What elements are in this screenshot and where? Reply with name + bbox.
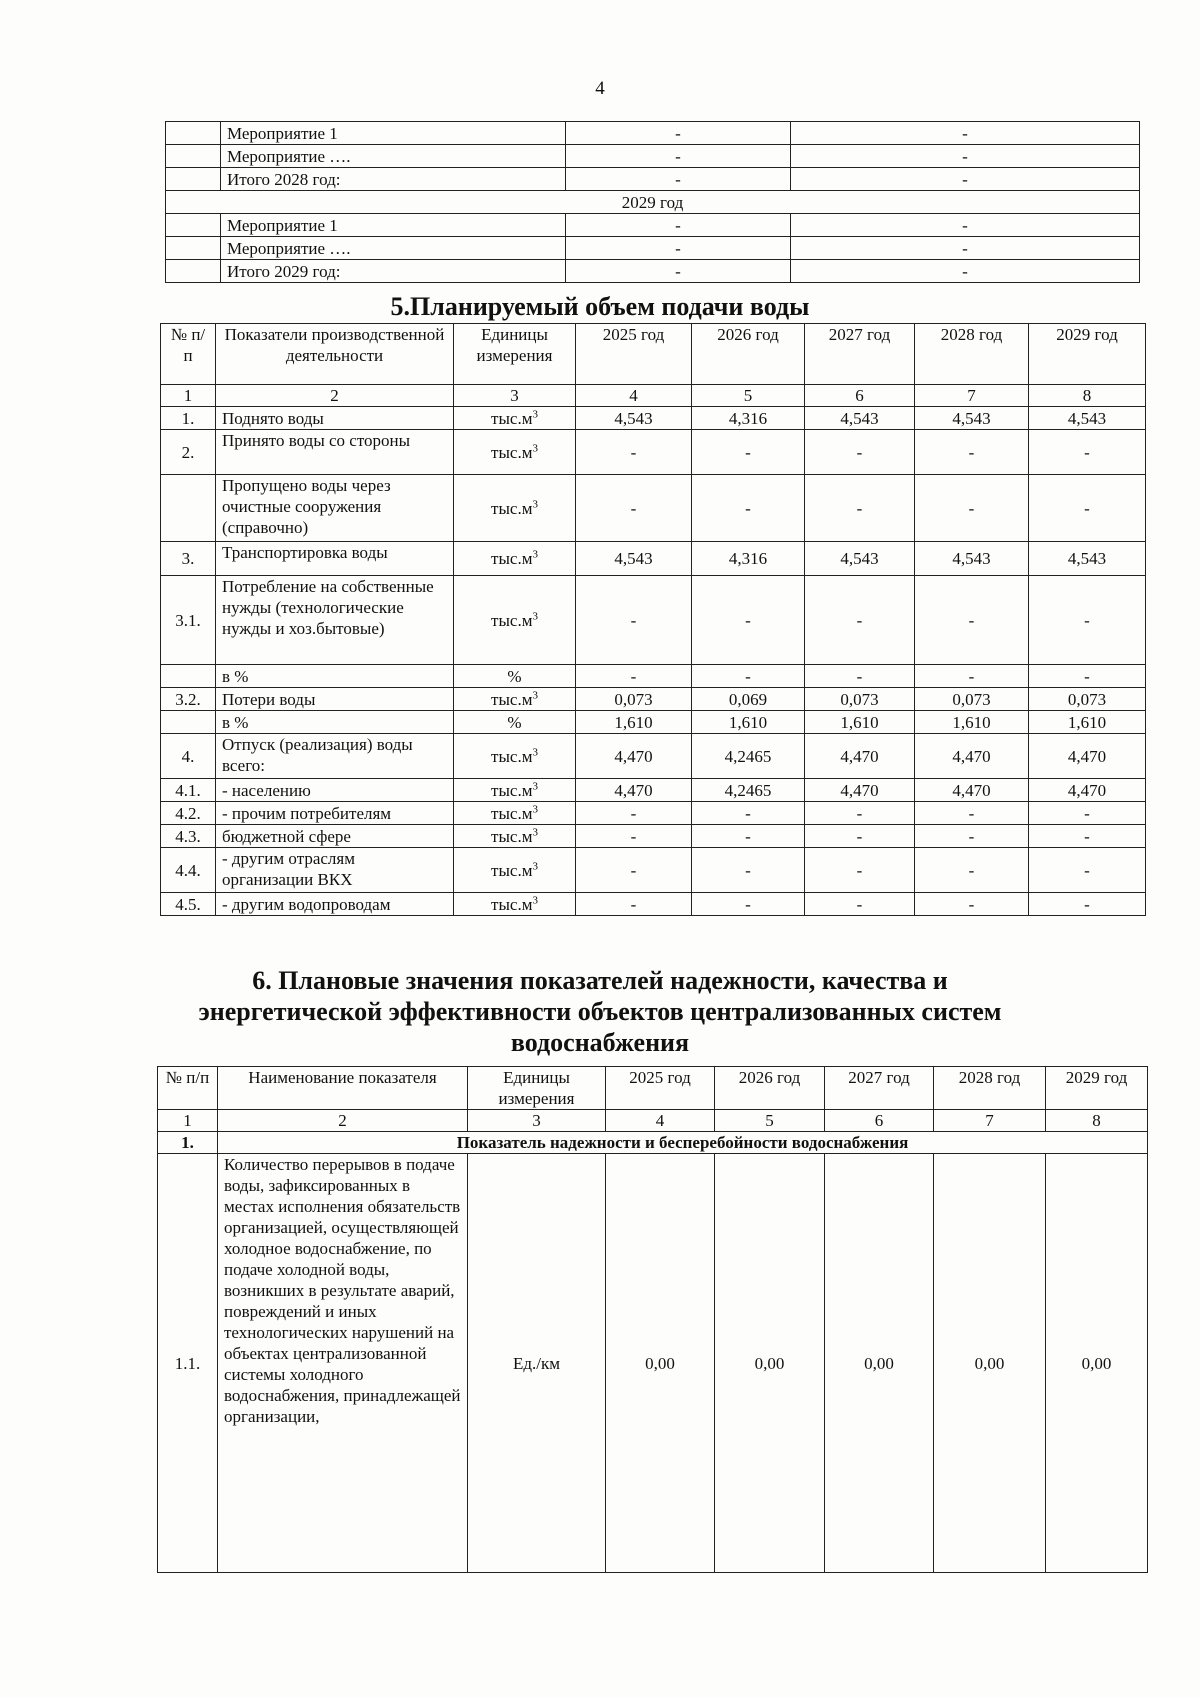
row-value: - bbox=[1029, 475, 1146, 542]
row-value: 4,470 bbox=[576, 734, 692, 779]
row-name: - населению bbox=[216, 779, 454, 802]
column-header: Единицы измерения bbox=[468, 1067, 606, 1110]
row-value: - bbox=[692, 825, 805, 848]
row-number: 4.3. bbox=[161, 825, 216, 848]
row-number: 2. bbox=[161, 430, 216, 475]
table-row bbox=[161, 576, 1146, 665]
row-name: Транспортировка воды bbox=[216, 542, 454, 576]
table-row bbox=[161, 407, 1146, 430]
measure-label: Мероприятие 1 bbox=[221, 214, 566, 237]
row-value: - bbox=[576, 848, 692, 893]
measure-label: Мероприятие …. bbox=[221, 145, 566, 168]
row-value: - bbox=[576, 475, 692, 542]
column-number: 1 bbox=[158, 1110, 218, 1132]
measure-num-cell bbox=[166, 237, 221, 260]
row-number: 4. bbox=[161, 734, 216, 779]
table-row bbox=[161, 665, 1146, 688]
unit-superscript: 3 bbox=[532, 802, 538, 815]
row-value: - bbox=[692, 430, 805, 475]
unit-superscript: 3 bbox=[532, 893, 538, 906]
unit-text: тыс.м bbox=[491, 746, 533, 766]
row-value: 4,470 bbox=[805, 734, 915, 779]
row-value: - bbox=[576, 893, 692, 916]
row-value: - bbox=[805, 893, 915, 916]
row-unit bbox=[454, 542, 576, 576]
row-value: 1,610 bbox=[1029, 711, 1146, 734]
measure-label: Мероприятие …. bbox=[221, 237, 566, 260]
row-value: - bbox=[576, 430, 692, 475]
unit-text: тыс.м bbox=[491, 498, 533, 518]
row-value: 4,470 bbox=[915, 734, 1029, 779]
measure-value: - bbox=[566, 168, 791, 191]
row-value: 0,00 bbox=[934, 1154, 1046, 1573]
row-value: 0,073 bbox=[576, 688, 692, 711]
row-unit bbox=[454, 576, 576, 665]
row-value: 0,073 bbox=[1029, 688, 1146, 711]
row-value: - bbox=[576, 665, 692, 688]
column-number: 8 bbox=[1046, 1110, 1148, 1132]
row-unit bbox=[454, 848, 576, 893]
measure-row bbox=[166, 237, 1140, 260]
row-value: 1,610 bbox=[805, 711, 915, 734]
measure-label: Мероприятие 1 bbox=[221, 122, 566, 145]
row-unit: % bbox=[454, 711, 576, 734]
row-value: 4,316 bbox=[692, 407, 805, 430]
row-number bbox=[161, 475, 216, 542]
row-name: бюджетной сфере bbox=[216, 825, 454, 848]
unit-superscript: 3 bbox=[532, 825, 538, 838]
measure-num-cell bbox=[166, 214, 221, 237]
row-name: Отпуск (реализация) воды всего: bbox=[216, 734, 454, 779]
row-value: 4,543 bbox=[805, 407, 915, 430]
row-value: - bbox=[915, 825, 1029, 848]
row-value: - bbox=[915, 475, 1029, 542]
table-row bbox=[161, 711, 1146, 734]
unit-superscript: 3 bbox=[532, 688, 538, 701]
measure-value: - bbox=[566, 214, 791, 237]
row-value: - bbox=[692, 802, 805, 825]
row-unit bbox=[454, 802, 576, 825]
column-number: 7 bbox=[934, 1110, 1046, 1132]
table-row bbox=[161, 688, 1146, 711]
row-value: 4,470 bbox=[1029, 734, 1146, 779]
row-value: - bbox=[1029, 825, 1146, 848]
unit-superscript: 3 bbox=[532, 779, 538, 792]
row-number: 1.1. bbox=[158, 1154, 218, 1573]
row-value: - bbox=[915, 576, 1029, 665]
row-value: - bbox=[692, 475, 805, 542]
group-title: Показатель надежности и бесперебойности водоснабжения bbox=[218, 1132, 1148, 1154]
row-value: - bbox=[805, 665, 915, 688]
table-row bbox=[161, 779, 1146, 802]
measures-table bbox=[165, 121, 1140, 283]
table-row bbox=[158, 1154, 1148, 1573]
row-value: - bbox=[692, 893, 805, 916]
table-row bbox=[161, 542, 1146, 576]
row-name: Потери воды bbox=[216, 688, 454, 711]
measure-value: - bbox=[566, 122, 791, 145]
column-number-row bbox=[161, 385, 1146, 407]
row-value: 4,316 bbox=[692, 542, 805, 576]
section-6-title-line1: 6. Плановые значения показателей надежности, качества и bbox=[252, 966, 948, 995]
row-unit bbox=[454, 893, 576, 916]
row-number: 4.1. bbox=[161, 779, 216, 802]
row-unit bbox=[454, 825, 576, 848]
measure-value: - bbox=[791, 168, 1140, 191]
table-row bbox=[161, 734, 1146, 779]
row-number: 3.1. bbox=[161, 576, 216, 665]
table-row bbox=[161, 848, 1146, 893]
row-name: в % bbox=[216, 711, 454, 734]
row-name: в % bbox=[216, 665, 454, 688]
column-number: 3 bbox=[468, 1110, 606, 1132]
row-value: - bbox=[805, 802, 915, 825]
unit-superscript: 3 bbox=[532, 441, 538, 454]
row-name: - другим отраслям организации ВКХ bbox=[216, 848, 454, 893]
column-header: № п/п bbox=[158, 1067, 218, 1110]
table-row bbox=[161, 802, 1146, 825]
unit-superscript: 3 bbox=[532, 407, 538, 420]
column-header: 2026 год bbox=[692, 324, 805, 385]
row-value: - bbox=[576, 576, 692, 665]
row-value: 4,543 bbox=[576, 407, 692, 430]
unit-superscript: 3 bbox=[532, 745, 538, 758]
measure-value: - bbox=[791, 145, 1140, 168]
column-header: 2029 год bbox=[1029, 324, 1146, 385]
table-row bbox=[161, 475, 1146, 542]
unit-text: тыс.м bbox=[491, 803, 533, 823]
row-value: - bbox=[692, 576, 805, 665]
row-name: Количество перерывов в подаче воды, зафиксированных в местах исполнения обязательств организацией, осуществляющей холодное водоснабжение, по подаче холодной воды, возникших в результате аварий, повреждений и иных технологических нарушений на объектах централизованной системы холодного водоснабжения, принадлежащей организации, bbox=[218, 1154, 468, 1573]
row-number: 4.4. bbox=[161, 848, 216, 893]
column-header: 2027 год bbox=[805, 324, 915, 385]
unit-text: тыс.м bbox=[491, 826, 533, 846]
row-value: 4,543 bbox=[1029, 542, 1146, 576]
unit-superscript: 3 bbox=[532, 609, 538, 622]
column-number: 6 bbox=[825, 1110, 934, 1132]
column-number: 2 bbox=[216, 385, 454, 407]
row-value: 4,470 bbox=[915, 779, 1029, 802]
row-name: Пропущено воды через очистные сооружения (справочно) bbox=[216, 475, 454, 542]
row-value: 1,610 bbox=[576, 711, 692, 734]
measure-label: Итого 2028 год: bbox=[221, 168, 566, 191]
row-value: 4,470 bbox=[576, 779, 692, 802]
column-header: Единицы измерения bbox=[454, 324, 576, 385]
unit-text: тыс.м bbox=[491, 860, 533, 880]
measure-value: - bbox=[566, 237, 791, 260]
row-name: Принято воды со стороны bbox=[216, 430, 454, 475]
row-value: 4,543 bbox=[915, 542, 1029, 576]
table-row bbox=[161, 430, 1146, 475]
row-number: 4.5. bbox=[161, 893, 216, 916]
row-name: Поднято воды bbox=[216, 407, 454, 430]
header-row bbox=[161, 324, 1146, 385]
row-value: - bbox=[915, 430, 1029, 475]
row-name: - другим водопроводам bbox=[216, 893, 454, 916]
measure-value: - bbox=[566, 145, 791, 168]
column-number: 5 bbox=[715, 1110, 825, 1132]
row-unit bbox=[454, 779, 576, 802]
section-5-title: 5.Планируемый объем подачи воды bbox=[390, 292, 810, 321]
row-value: 0,069 bbox=[692, 688, 805, 711]
row-value: 1,610 bbox=[915, 711, 1029, 734]
row-value: 4,470 bbox=[805, 779, 915, 802]
row-value: - bbox=[1029, 893, 1146, 916]
row-value: 0,00 bbox=[715, 1154, 825, 1573]
row-number: 4.2. bbox=[161, 802, 216, 825]
unit-text: тыс.м bbox=[491, 442, 533, 462]
row-unit bbox=[454, 475, 576, 542]
row-value: - bbox=[692, 665, 805, 688]
unit-text: тыс.м bbox=[491, 549, 533, 568]
table-row bbox=[161, 893, 1146, 916]
measure-value: - bbox=[791, 260, 1140, 283]
group-number: 1. bbox=[158, 1132, 218, 1154]
measure-num-cell bbox=[166, 260, 221, 283]
column-header: 2027 год bbox=[825, 1067, 934, 1110]
row-value: - bbox=[576, 825, 692, 848]
row-unit: Ед./км bbox=[468, 1154, 606, 1573]
column-header: № п/п bbox=[161, 324, 216, 385]
measure-row bbox=[166, 168, 1140, 191]
measure-value: - bbox=[791, 122, 1140, 145]
row-unit bbox=[454, 430, 576, 475]
row-value: - bbox=[1029, 802, 1146, 825]
row-value: 4,543 bbox=[805, 542, 915, 576]
row-value: - bbox=[805, 576, 915, 665]
measure-value: - bbox=[791, 237, 1140, 260]
column-number: 8 bbox=[1029, 385, 1146, 407]
row-value: - bbox=[1029, 576, 1146, 665]
row-unit bbox=[454, 688, 576, 711]
unit-text: тыс.м bbox=[491, 780, 533, 800]
unit-superscript: 3 bbox=[532, 859, 538, 872]
row-value: 4,470 bbox=[1029, 779, 1146, 802]
row-value: 4,2465 bbox=[692, 734, 805, 779]
column-number: 1 bbox=[161, 385, 216, 407]
page-number: 4 bbox=[595, 78, 605, 99]
column-header: 2025 год bbox=[606, 1067, 715, 1110]
row-name: Потребление на собственные нужды (технологические нужды и хоз.бытовые) bbox=[216, 576, 454, 665]
measure-num-cell bbox=[166, 145, 221, 168]
column-header: 2028 год bbox=[915, 324, 1029, 385]
row-number: 3. bbox=[161, 542, 216, 576]
row-number: 3.2. bbox=[161, 688, 216, 711]
unit-superscript: 3 bbox=[532, 548, 538, 561]
row-number bbox=[161, 665, 216, 688]
column-number: 2 bbox=[218, 1110, 468, 1132]
row-value: - bbox=[1029, 665, 1146, 688]
unit-text: тыс.м bbox=[491, 408, 533, 428]
row-value: - bbox=[1029, 430, 1146, 475]
row-value: 0,00 bbox=[825, 1154, 934, 1573]
reliability-indicators-table bbox=[157, 1066, 1148, 1573]
measure-row bbox=[166, 260, 1140, 283]
row-value: - bbox=[576, 802, 692, 825]
group-row bbox=[158, 1132, 1148, 1154]
unit-superscript: 3 bbox=[532, 497, 538, 510]
measure-row bbox=[166, 145, 1140, 168]
unit-text: тыс.м bbox=[491, 610, 533, 630]
row-value: - bbox=[915, 665, 1029, 688]
column-number: 3 bbox=[454, 385, 576, 407]
column-number: 4 bbox=[606, 1110, 715, 1132]
row-number bbox=[161, 711, 216, 734]
section-6-title-line2: энергетической эффективности объектов централизованных систем bbox=[198, 997, 1002, 1026]
column-number: 5 bbox=[692, 385, 805, 407]
column-number: 4 bbox=[576, 385, 692, 407]
measure-value: - bbox=[566, 260, 791, 283]
row-value: - bbox=[805, 848, 915, 893]
row-unit: % bbox=[454, 665, 576, 688]
table-row bbox=[161, 825, 1146, 848]
column-header: 2029 год bbox=[1046, 1067, 1148, 1110]
column-header: 2025 год bbox=[576, 324, 692, 385]
unit-text: тыс.м bbox=[491, 689, 533, 709]
measure-row bbox=[166, 122, 1140, 145]
column-number: 6 bbox=[805, 385, 915, 407]
row-number: 1. bbox=[161, 407, 216, 430]
measure-num-cell bbox=[166, 168, 221, 191]
row-value: 4,543 bbox=[915, 407, 1029, 430]
column-header: Показатели производственной деятельности bbox=[216, 324, 454, 385]
row-value: 0,00 bbox=[1046, 1154, 1148, 1573]
row-value: 4,543 bbox=[1029, 407, 1146, 430]
row-value: 0,073 bbox=[805, 688, 915, 711]
measure-label: Итого 2029 год: bbox=[221, 260, 566, 283]
water-supply-volume-table bbox=[160, 323, 1146, 916]
row-value: 0,00 bbox=[606, 1154, 715, 1573]
row-value: 4,2465 bbox=[692, 779, 805, 802]
measure-num-cell bbox=[166, 122, 221, 145]
row-value: 0,073 bbox=[915, 688, 1029, 711]
measure-row bbox=[166, 214, 1140, 237]
column-header: Наименование показателя bbox=[218, 1067, 468, 1110]
row-value: - bbox=[805, 475, 915, 542]
column-number-row bbox=[158, 1110, 1148, 1132]
row-value: 1,610 bbox=[692, 711, 805, 734]
row-value: - bbox=[915, 893, 1029, 916]
row-name: - прочим потребителям bbox=[216, 802, 454, 825]
row-unit bbox=[454, 407, 576, 430]
row-value: - bbox=[692, 848, 805, 893]
column-header: 2028 год bbox=[934, 1067, 1046, 1110]
year-row bbox=[166, 191, 1140, 214]
row-unit bbox=[454, 734, 576, 779]
row-value: 4,543 bbox=[576, 542, 692, 576]
section-6-title-line3: водоснабжения bbox=[510, 1028, 690, 1057]
unit-text: тыс.м bbox=[491, 894, 533, 914]
row-value: - bbox=[915, 802, 1029, 825]
column-number: 7 bbox=[915, 385, 1029, 407]
row-value: - bbox=[805, 825, 915, 848]
row-value: - bbox=[1029, 848, 1146, 893]
row-value: - bbox=[915, 848, 1029, 893]
row-value: - bbox=[805, 430, 915, 475]
measure-value: - bbox=[791, 214, 1140, 237]
section-6-title bbox=[0, 965, 1200, 1058]
year-label: 2029 год bbox=[166, 191, 1140, 214]
header-row bbox=[158, 1067, 1148, 1110]
column-header: 2026 год bbox=[715, 1067, 825, 1110]
